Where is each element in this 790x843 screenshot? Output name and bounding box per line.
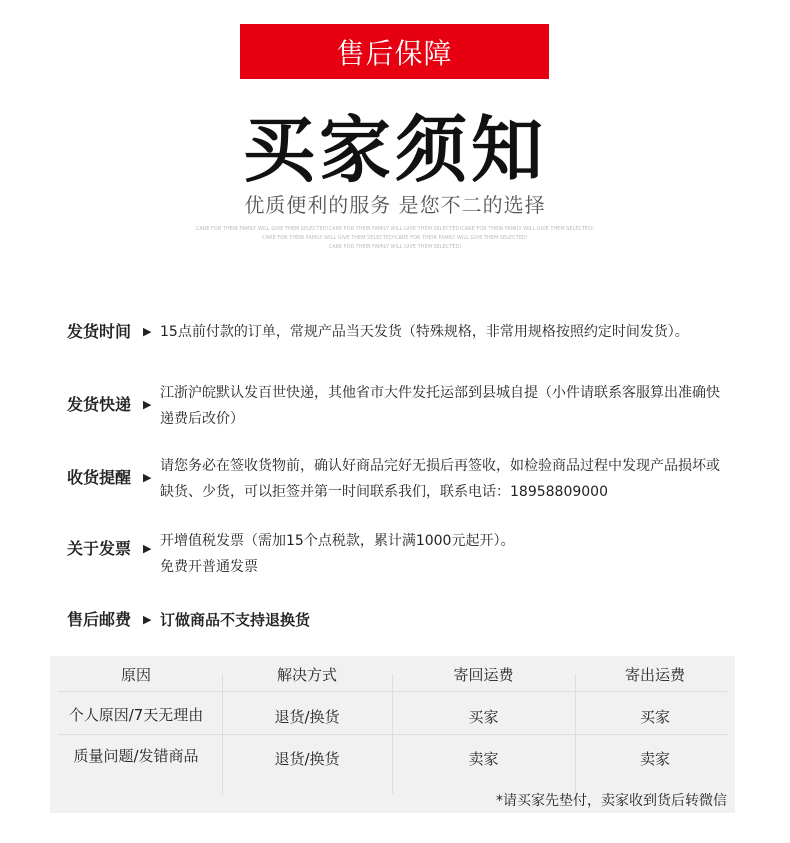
arrow-right-icon: ▶ — [143, 613, 152, 626]
notice-courier — [67, 380, 725, 432]
table-note: *请买家先垫付，卖家收到货后转微信 — [496, 793, 727, 809]
table-cell: 质量问题/发错商品 — [73, 747, 199, 765]
arrow-right-icon: ▶ — [143, 325, 152, 338]
table-cell: 个人原因/7天无理由 — [68, 706, 204, 724]
page-title: 买家须知 — [242, 108, 547, 192]
notice-text: 开增值税发票（需加15个点税款，累计满1000元起开）。 — [160, 533, 515, 549]
notice-invoice — [67, 528, 725, 580]
notice-label: 关于发票 — [67, 539, 132, 558]
notice-text: 15点前付款的订单，常规产品当天发货（特殊规格，非常用规格按照约定时间发货）。 — [160, 324, 689, 340]
after-sales-table — [50, 656, 735, 813]
table-header: 寄出运费 — [624, 666, 685, 684]
table-cell: 退货/换货 — [274, 750, 340, 768]
notice-receipt — [67, 453, 725, 505]
notice-label: 售后邮费 — [67, 610, 132, 629]
banner-after-sales: 售后保障 — [240, 24, 549, 79]
notice-text: 请您务必在签收货物前，确认好商品完好无损后再签收，如检验商品过程中发现产品损坏或缺货、少货，可以拒签并第一时间联系我们，联系电话：18958809000 — [160, 458, 720, 500]
table-header: 寄回运费 — [453, 666, 514, 684]
table-cell: 卖家 — [639, 750, 670, 768]
arrow-right-icon: ▶ — [143, 542, 152, 555]
arrow-right-icon: ▶ — [143, 471, 152, 484]
table-header: 原因 — [120, 666, 151, 684]
notice-label: 发货时间 — [67, 322, 132, 341]
notice-shipping-time — [67, 319, 725, 345]
table-header: 解决方式 — [276, 666, 337, 684]
tagline-line: CARE FOR THEIR FAMILY WILL GIVE THEM SELECTED!CARE FOR THEIR FAMILY WILL GIVE THEM SELECTED! — [262, 235, 528, 241]
tagline-line: CARE FOR THEIR FAMILY WILL GIVE THEM SELECTED! — [328, 244, 462, 250]
table-cell: 买家 — [468, 708, 499, 726]
notice-label: 发货快递 — [67, 395, 132, 414]
arrow-right-icon: ▶ — [143, 398, 152, 411]
table-cell: 卖家 — [468, 750, 499, 768]
table-cell: 买家 — [639, 708, 670, 726]
subtitle: 优质便利的服务 是您不二的选择 — [244, 193, 546, 217]
table-cell: 退货/换货 — [274, 708, 340, 726]
tagline-line: CARE FOR THEIR FAMILY WILL GIVE THEM SELECTED!CARE FOR THEIR FAMILY WILL GIVE THEM SELECTED!CARE FOR THEIR FAMILY WILL GIVE THEM SELECTED! — [195, 226, 595, 232]
notice-text: 江浙沪皖默认发百世快递，其他省市大件发托运部到县城自提（小件请联系客服算出准确快递费后改价） — [160, 385, 720, 427]
notice-text: 免费开普通发票 — [160, 559, 258, 575]
notice-text: 订做商品不支持退换货 — [160, 611, 311, 629]
notice-return-postage — [67, 607, 725, 633]
notice-label: 收货提醒 — [67, 468, 132, 487]
